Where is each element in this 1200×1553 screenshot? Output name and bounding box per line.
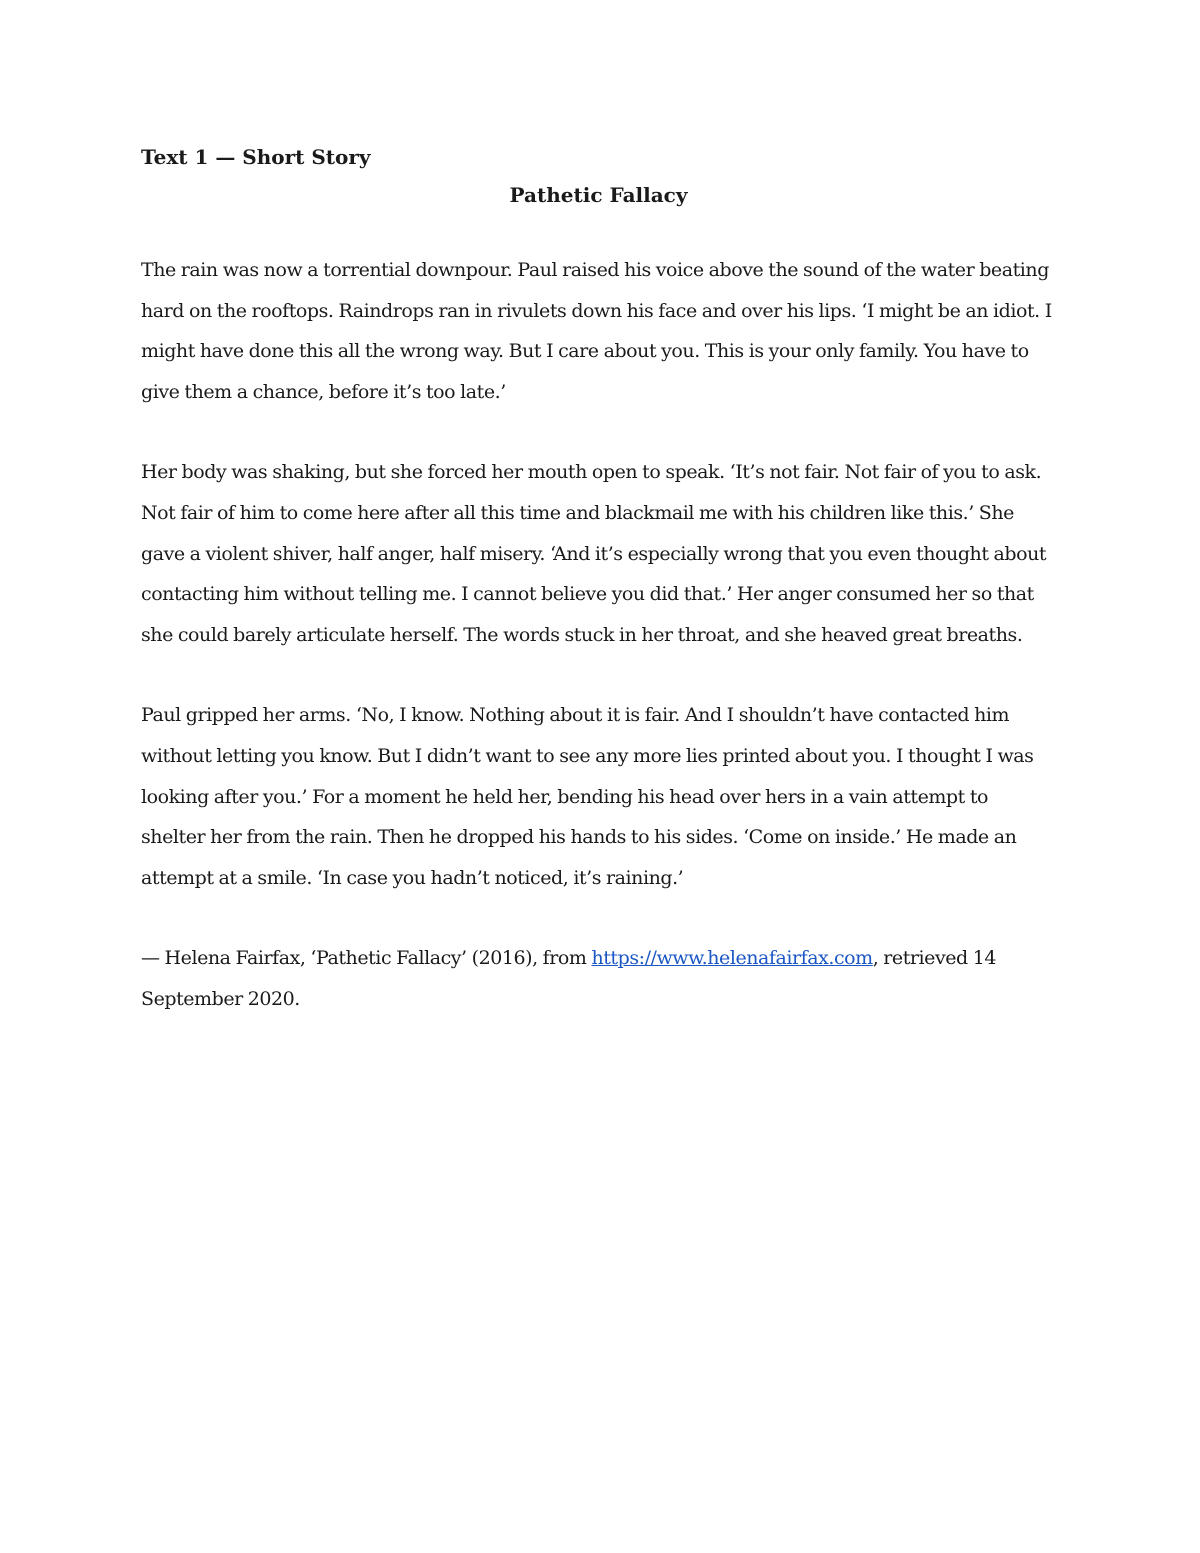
document-page [141,140,1056,1020]
story-paragraph-3: Paul gripped her arms. ‘No, I know. Nothing about it is fair. And I shouldn’t have contacted him without letting you know. But I didn’t want to see any more lies printed about you. I thought I was looking after you.’ For a moment he held her, bending his head over hers in a vain attempt to shelter her from the rain. Then he dropped his hands to his sides. ‘Come on inside.’ He made an attempt at a smile. ‘In case you hadn’t noticed, it’s raining.’ [141,704,1034,889]
section-label: Text 1 — Short Story [141,145,371,169]
citation [141,938,1056,1019]
citation-prefix: — Helena Fairfax, ‘Pathetic Fallacy’ (2016), from [141,947,592,970]
source-link[interactable]: https://www.helenafairfax.com [591,947,873,970]
story-paragraph-1: The rain was now a torrential downpour. Paul raised his voice above the sound of the water beating hard on the rooftops. Raindrops ran in rivulets down his face and over his lips. ‘I might be an idiot. I might have done this all the wrong way. But I care about you. This is your only family. You have to give them a chance, before it’s too late.’ [141,259,1052,403]
citation-suffix: , retrieved 14 September 2020. [141,947,997,1010]
story-title: Pathetic Fallacy [509,183,688,207]
story-paragraph-2: Her body was shaking, but she forced her mouth open to speak. ‘It’s not fair. Not fair of you to ask. Not fair of him to come here after all this time and blackmail me with his children like this.’ She gave a violent shiver, half anger, half misery. ‘And it’s especially wrong that you even thought about contacting him without telling me. I cannot believe you did that.’ Her anger consumed her so that she could barely articulate herself. The words stuck in her throat, and she heaved great breaths. [141,461,1047,646]
